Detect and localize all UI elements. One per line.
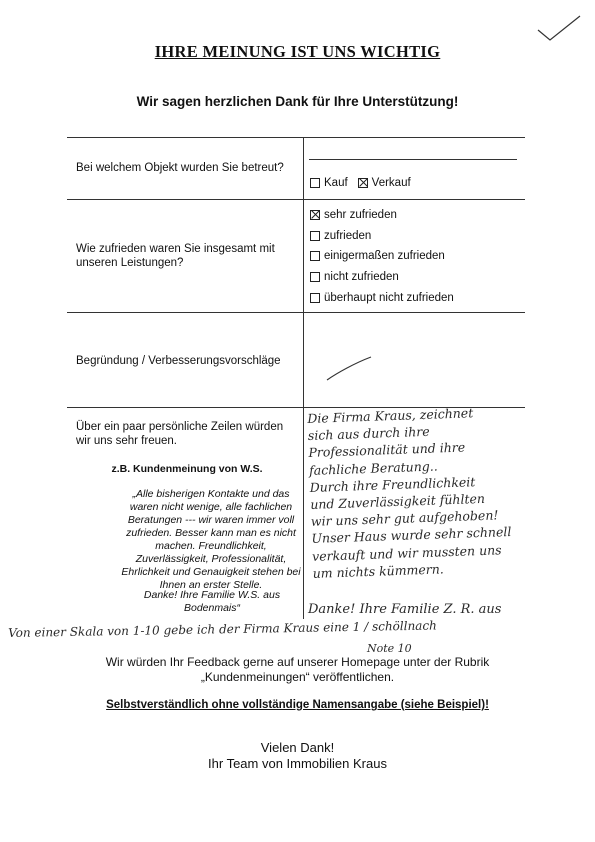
table-top-border (67, 137, 525, 138)
checkbox-nicht-zufrieden[interactable] (310, 272, 320, 282)
example-closing: Danke! Ihre Familie W.S. aus Bodenmais“ (143, 589, 281, 614)
example-testimonial: „Alle bisherigen Kontakte und das waren nicht wenige, alle fachlichen Beratungen --- wir waren immer voll zufrieden. Besser kann man es nicht machen. Freundlichkeit, Zuverlässigkeit, Professionalität, Ehrlichkeit und Genauigkeit stehen bei Ihnen an erster Stelle. (121, 488, 301, 591)
row-divider-1 (67, 199, 525, 200)
option-verkauf-label: Verkauf (371, 177, 411, 189)
column-divider (303, 137, 304, 619)
question-object-label: Bei welchem Objekt wurden Sie betreut? (76, 162, 284, 174)
option-kauf[interactable] (310, 175, 348, 191)
option-ueberhaupt-nicht-zufrieden[interactable] (310, 290, 454, 306)
answer-line (309, 159, 517, 160)
handwritten-grade: Note 10 (367, 642, 412, 655)
handwritten-dash-stroke (325, 355, 375, 383)
page-subtitle: Wir sagen herzlichen Dank für Ihre Unterstützung! (136, 94, 459, 109)
handwritten-testimonial (307, 405, 557, 582)
privacy-notice: Selbstverständlich ohne vollständige Namensangabe (siehe Beispiel)! (106, 699, 489, 711)
option-nicht-zufrieden[interactable] (310, 269, 454, 285)
option-einigermassen-zufrieden[interactable] (310, 248, 454, 264)
option-sehr-zufrieden[interactable] (310, 207, 454, 223)
feedback-text-line1: Wir würden Ihr Feedback gerne auf unserer Homepage unter der Rubrik (105, 655, 490, 669)
checkbox-einigermassen-zufrieden[interactable] (310, 251, 320, 261)
page-title: IHRE MEINUNG IST UNS WICHTIG (154, 42, 441, 61)
example-title: z.B. Kundenmeinung von W.S. (111, 463, 263, 475)
team-signature: Ihr Team von Immobilien Kraus (208, 756, 387, 771)
option-label: überhaupt nicht zufrieden (324, 291, 454, 304)
option-label: sehr zufrieden (324, 209, 397, 221)
option-zufrieden[interactable] (310, 228, 454, 244)
checkbox-kauf[interactable] (310, 178, 320, 188)
option-kauf-label: Kauf (324, 177, 348, 189)
question-personal-lines-label: Über ein paar persönliche Zeilen würden wir uns sehr freuen. (76, 421, 284, 447)
checkbox-zufrieden[interactable] (310, 231, 320, 241)
thanks-text: Vielen Dank! (260, 740, 335, 755)
checkbox-verkauf[interactable] (358, 178, 368, 188)
satisfaction-options (310, 207, 454, 306)
handwritten-scale-note: Von einer Skala von 1-10 gebe ich der Firma Kraus eine 1 / schöllnach (8, 618, 437, 640)
checkbox-sehr-zufrieden[interactable] (310, 210, 320, 220)
checkbox-ueberhaupt-nicht-zufrieden[interactable] (310, 293, 320, 303)
option-label: zufrieden (324, 229, 372, 242)
check-mark-icon (536, 14, 582, 42)
row-divider-2 (67, 312, 525, 313)
question-satisfaction-label: Wie zufrieden waren Sie insgesamt mit unseren Leistungen? (76, 243, 275, 269)
question-reasons-label: Begründung / Verbesserungsvorschläge (76, 355, 281, 367)
option-label: nicht zufrieden (324, 271, 399, 284)
feedback-text-line2: „Kundenmeinungen“ veröffentlichen. (200, 670, 395, 684)
option-label: einigermaßen zufrieden (324, 250, 445, 263)
handwritten-line: Die Firma Kraus, zeichnet sich aus durch ihre Professionalität und ihre fachliche Beratung.. Durch ihre Freundlichkeit und Zuverlässigkeit fühlten wir uns sehr gut aufgehoben! Unser Haus wurde sehr schnell verkauft und wir mussten uns um nichts kümmern. (307, 405, 512, 581)
option-verkauf[interactable] (358, 175, 411, 191)
handwritten-closing: Danke! Ihre Familie Z. R. aus (308, 602, 502, 617)
object-options (310, 175, 411, 191)
